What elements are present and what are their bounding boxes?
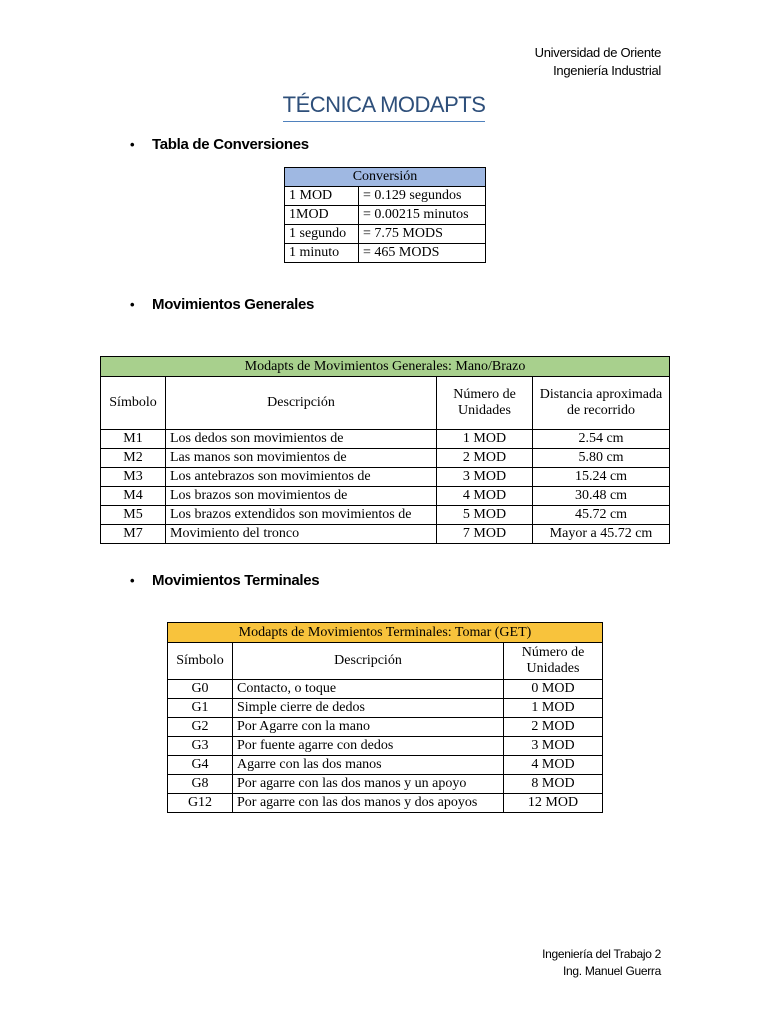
general-table-caption: Modapts de Movimientos Generales: Mano/Brazo xyxy=(101,357,670,377)
table-row: M5 Los brazos extendidos son movimientos de 5 MOD 45.72 cm xyxy=(101,506,670,525)
table-row: G8 Por agarre con las dos manos y un apoyo 8 MOD xyxy=(168,775,603,794)
table-row: M2 Las manos son movimientos de 2 MOD 5.80 cm xyxy=(101,449,670,468)
terminal-movements-table xyxy=(167,622,603,813)
section-heading-general: • Movimientos Generales xyxy=(130,296,315,313)
document-title: TÉCNICA MODAPTS xyxy=(0,92,768,122)
page-header xyxy=(535,44,661,80)
general-movements-table xyxy=(100,356,670,544)
page-footer xyxy=(542,946,661,980)
section-heading-terminal: • Movimientos Terminales xyxy=(130,572,320,589)
table-row: G4 Agarre con las dos manos 4 MOD xyxy=(168,756,603,775)
bullet-icon: • xyxy=(130,297,135,312)
table-row: G12 Por agarre con las dos manos y dos apoyos 12 MOD xyxy=(168,794,603,813)
section-heading-conversions: • Tabla de Conversiones xyxy=(130,136,309,153)
table-row: G1 Simple cierre de dedos 1 MOD xyxy=(168,699,603,718)
table-row: M4 Los brazos son movimientos de 4 MOD 30.48 cm xyxy=(101,487,670,506)
table-row: 1 MOD = 0.129 segundos xyxy=(285,187,486,206)
table-row: M3 Los antebrazos son movimientos de 3 MOD 15.24 cm xyxy=(101,468,670,487)
terminal-table-caption: Modapts de Movimientos Terminales: Tomar (GET) xyxy=(168,623,603,643)
table-header-row: Símbolo Descripción Número de Unidades Distancia aproximada de recorrido xyxy=(101,377,670,430)
footer-author: Ing. Manuel Guerra xyxy=(563,964,661,978)
table-row: M1 Los dedos son movimientos de 1 MOD 2.54 cm xyxy=(101,430,670,449)
table-row: 1MOD = 0.00215 minutos xyxy=(285,206,486,225)
header-department: Ingeniería Industrial xyxy=(553,63,661,78)
bullet-icon: • xyxy=(130,573,135,588)
conversion-table xyxy=(284,167,486,263)
table-row: G2 Por Agarre con la mano 2 MOD xyxy=(168,718,603,737)
header-university: Universidad de Oriente xyxy=(534,45,661,60)
bullet-icon: • xyxy=(130,137,135,152)
conversion-table-caption: Conversión xyxy=(285,168,486,187)
table-row: G0 Contacto, o toque 0 MOD xyxy=(168,680,603,699)
table-row: 1 minuto = 465 MODS xyxy=(285,244,486,263)
table-header-row: Símbolo Descripción Número de Unidades xyxy=(168,643,603,680)
table-row: G3 Por fuente agarre con dedos 3 MOD xyxy=(168,737,603,756)
table-row: M7 Movimiento del tronco 7 MOD Mayor a 45.72 cm xyxy=(101,525,670,544)
footer-course: Ingeniería del Trabajo 2 xyxy=(542,947,661,961)
table-row: 1 segundo = 7.75 MODS xyxy=(285,225,486,244)
